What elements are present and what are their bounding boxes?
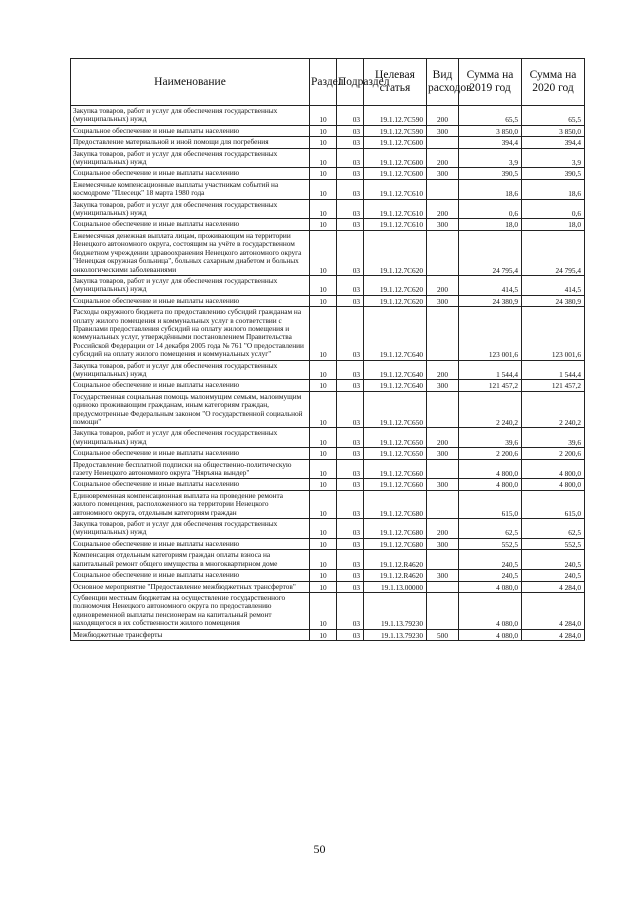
table-row <box>71 380 585 391</box>
cell-section: 10 <box>310 519 337 539</box>
cell-target: 19.1.12.7С610 <box>364 199 427 219</box>
cell-name: Ежемесячная денежная выплата лицам, проживающим на территории Ненецкого автономного округа, состоящим на учёте в государственном бюджетном учреждении здравоохранения Ненецкого автономного округа "Ненецкая окружная больница", больных сахарным диабетом и больных онкологическими заболеваниями <box>71 230 310 275</box>
cell-target: 19.1.12.7С640 <box>364 380 427 391</box>
cell-name: Закупка товаров, работ и услуг для обеспечения государственных (муниципальных) нужд <box>71 106 310 126</box>
cell-section: 10 <box>310 448 337 459</box>
cell-expense-type: 300 <box>427 448 459 459</box>
table-row <box>71 148 585 168</box>
cell-target: 19.1.12.7С680 <box>364 538 427 549</box>
cell-target: 19.1.13.00000 <box>364 581 427 592</box>
cell-sum-2019: 414,5 <box>459 275 522 295</box>
cell-sum-2020: 123 001,6 <box>522 307 585 360</box>
cell-sum-2019: 18,0 <box>459 219 522 230</box>
cell-name: Закупка товаров, работ и услуг для обеспечения государственных (муниципальных) нужд <box>71 148 310 168</box>
cell-name: Государственная социальная помощь малоимущим семьям, малоимущим одиноко проживающим гражданам, иным категориям граждан, предусмотренные Федеральным законом "О государственной социальной помощи" <box>71 391 310 428</box>
cell-target: 19.1.12.7С620 <box>364 275 427 295</box>
cell-subsection: 03 <box>337 459 364 479</box>
cell-name: Субвенции местным бюджетам на осуществление государственного полномочия Ненецкого автономного округа по предоставлению единовременной выплаты пенсионерам на капитальный ремонт находящегося в их собственности жилого помещения <box>71 592 310 629</box>
table-row <box>71 629 585 640</box>
table-row <box>71 230 585 275</box>
cell-name: Ежемесячные компенсационные выплаты участникам событий на космодроме "Плесецк" 18 марта 1980 года <box>71 179 310 199</box>
budget-table-container <box>70 58 584 641</box>
cell-target: 19.1.12.7С680 <box>364 490 427 518</box>
cell-name: Социальное обеспечение и иные выплаты населению <box>71 219 310 230</box>
cell-sum-2020: 24 795,4 <box>522 230 585 275</box>
cell-sum-2020: 24 380,9 <box>522 295 585 306</box>
cell-section: 10 <box>310 230 337 275</box>
cell-target: 19.1.12.R4620 <box>364 550 427 570</box>
cell-subsection: 03 <box>337 428 364 448</box>
table-row <box>71 592 585 629</box>
cell-section: 10 <box>310 137 337 148</box>
cell-subsection: 03 <box>337 380 364 391</box>
cell-sum-2020: 552,5 <box>522 538 585 549</box>
cell-target: 19.1.13.79230 <box>364 592 427 629</box>
table-row <box>71 137 585 148</box>
cell-section: 10 <box>310 179 337 199</box>
cell-sum-2020: 3,9 <box>522 148 585 168</box>
page-number: 50 <box>313 842 326 856</box>
cell-expense-type: 300 <box>427 295 459 306</box>
table-body <box>71 106 585 641</box>
cell-expense-type: 200 <box>427 360 459 380</box>
cell-expense-type <box>427 137 459 148</box>
cell-sum-2020: 3 850,0 <box>522 125 585 136</box>
table-row <box>71 538 585 549</box>
table-row <box>71 307 585 360</box>
cell-sum-2019: 24 380,9 <box>459 295 522 306</box>
cell-expense-type: 200 <box>427 106 459 126</box>
table-row <box>71 581 585 592</box>
cell-sum-2020: 121 457,2 <box>522 380 585 391</box>
cell-section: 10 <box>310 391 337 428</box>
cell-sum-2020: 390,5 <box>522 168 585 179</box>
cell-sum-2019: 4 800,0 <box>459 459 522 479</box>
cell-subsection: 03 <box>337 592 364 629</box>
table-row <box>71 459 585 479</box>
table-row <box>71 295 585 306</box>
cell-sum-2020: 240,5 <box>522 550 585 570</box>
table-row <box>71 479 585 490</box>
cell-expense-type: 300 <box>427 380 459 391</box>
table-row <box>71 550 585 570</box>
cell-section: 10 <box>310 479 337 490</box>
cell-sum-2019: 18,6 <box>459 179 522 199</box>
cell-expense-type: 300 <box>427 570 459 581</box>
cell-section: 10 <box>310 295 337 306</box>
cell-subsection: 03 <box>337 125 364 136</box>
cell-section: 10 <box>310 570 337 581</box>
cell-sum-2020: 2 240,2 <box>522 391 585 428</box>
cell-sum-2020: 65,5 <box>522 106 585 126</box>
cell-expense-type <box>427 581 459 592</box>
cell-sum-2019: 394,4 <box>459 137 522 148</box>
cell-section: 10 <box>310 199 337 219</box>
cell-subsection: 03 <box>337 275 364 295</box>
cell-target: 19.1.12.7С640 <box>364 360 427 380</box>
cell-sum-2019: 4 080,0 <box>459 629 522 640</box>
table-row <box>71 219 585 230</box>
cell-expense-type: 500 <box>427 629 459 640</box>
cell-section: 10 <box>310 125 337 136</box>
cell-name: Социальное обеспечение и иные выплаты населению <box>71 168 310 179</box>
cell-sum-2019: 123 001,6 <box>459 307 522 360</box>
cell-section: 10 <box>310 581 337 592</box>
cell-sum-2019: 1 544,4 <box>459 360 522 380</box>
table-row <box>71 490 585 518</box>
col-header-name: Наименование <box>71 59 310 106</box>
cell-sum-2019: 4 800,0 <box>459 479 522 490</box>
cell-sum-2020: 4 800,0 <box>522 479 585 490</box>
table-row <box>71 570 585 581</box>
cell-sum-2020: 414,5 <box>522 275 585 295</box>
cell-expense-type <box>427 490 459 518</box>
cell-section: 10 <box>310 428 337 448</box>
cell-subsection: 03 <box>337 519 364 539</box>
cell-expense-type: 300 <box>427 219 459 230</box>
cell-expense-type <box>427 592 459 629</box>
table-row <box>71 106 585 126</box>
cell-sum-2019: 552,5 <box>459 538 522 549</box>
table-row <box>71 275 585 295</box>
cell-section: 10 <box>310 307 337 360</box>
cell-target: 19.1.12.7С590 <box>364 125 427 136</box>
cell-name: Социальное обеспечение и иные выплаты населению <box>71 448 310 459</box>
cell-expense-type: 200 <box>427 148 459 168</box>
cell-expense-type <box>427 230 459 275</box>
cell-sum-2020: 62,5 <box>522 519 585 539</box>
cell-sum-2020: 240,5 <box>522 570 585 581</box>
cell-subsection: 03 <box>337 391 364 428</box>
cell-name: Предоставление бесплатной подписки на общественно-политическую газету Ненецкого автономного округа "Няръяна вындер" <box>71 459 310 479</box>
cell-subsection: 03 <box>337 148 364 168</box>
cell-subsection: 03 <box>337 230 364 275</box>
cell-expense-type: 300 <box>427 168 459 179</box>
cell-expense-type <box>427 307 459 360</box>
cell-sum-2020: 4 284,0 <box>522 592 585 629</box>
cell-section: 10 <box>310 275 337 295</box>
cell-sum-2019: 121 457,2 <box>459 380 522 391</box>
cell-name: Закупка товаров, работ и услуг для обеспечения государственных (муниципальных) нужд <box>71 199 310 219</box>
cell-name: Социальное обеспечение и иные выплаты населению <box>71 538 310 549</box>
col-header-sum-2019: Сумма на 2019 год <box>459 59 522 106</box>
cell-name: Закупка товаров, работ и услуг для обеспечения государственных (муниципальных) нужд <box>71 275 310 295</box>
cell-section: 10 <box>310 592 337 629</box>
cell-expense-type: 300 <box>427 125 459 136</box>
cell-expense-type <box>427 550 459 570</box>
cell-expense-type <box>427 179 459 199</box>
cell-sum-2020: 0,6 <box>522 199 585 219</box>
table-row <box>71 391 585 428</box>
cell-name: Социальное обеспечение и иные выплаты населению <box>71 380 310 391</box>
table-row <box>71 360 585 380</box>
cell-name: Межбюджетные трансферты <box>71 629 310 640</box>
cell-sum-2019: 240,5 <box>459 570 522 581</box>
table-row <box>71 199 585 219</box>
cell-target: 19.1.12.7С610 <box>364 179 427 199</box>
cell-name: Закупка товаров, работ и услуг для обеспечения государственных (муниципальных) нужд <box>71 428 310 448</box>
cell-sum-2019: 3 850,0 <box>459 125 522 136</box>
cell-sum-2019: 4 080,0 <box>459 581 522 592</box>
cell-target: 19.1.12.R4620 <box>364 570 427 581</box>
table-row <box>71 519 585 539</box>
cell-subsection: 03 <box>337 538 364 549</box>
cell-subsection: 03 <box>337 448 364 459</box>
cell-sum-2020: 4 284,0 <box>522 629 585 640</box>
cell-section: 10 <box>310 219 337 230</box>
cell-section: 10 <box>310 168 337 179</box>
cell-subsection: 03 <box>337 479 364 490</box>
cell-sum-2020: 1 544,4 <box>522 360 585 380</box>
cell-target: 19.1.12.7С640 <box>364 307 427 360</box>
cell-subsection: 03 <box>337 106 364 126</box>
cell-sum-2019: 615,0 <box>459 490 522 518</box>
cell-section: 10 <box>310 380 337 391</box>
cell-sum-2019: 4 080,0 <box>459 592 522 629</box>
cell-subsection: 03 <box>337 629 364 640</box>
cell-expense-type: 200 <box>427 519 459 539</box>
cell-target: 19.1.12.7С650 <box>364 428 427 448</box>
cell-sum-2019: 2 200,6 <box>459 448 522 459</box>
cell-sum-2020: 394,4 <box>522 137 585 148</box>
cell-target: 19.1.12.7С590 <box>364 106 427 126</box>
cell-target: 19.1.13.79230 <box>364 629 427 640</box>
col-header-subsection: Подраздел <box>337 59 364 106</box>
cell-sum-2020: 39,6 <box>522 428 585 448</box>
cell-subsection: 03 <box>337 490 364 518</box>
cell-expense-type: 300 <box>427 538 459 549</box>
cell-sum-2019: 3,9 <box>459 148 522 168</box>
cell-sum-2019: 390,5 <box>459 168 522 179</box>
col-header-sum-2020: Сумма на 2020 год <box>522 59 585 106</box>
cell-sum-2019: 0,6 <box>459 199 522 219</box>
table-row <box>71 428 585 448</box>
table-row <box>71 448 585 459</box>
cell-subsection: 03 <box>337 137 364 148</box>
cell-sum-2020: 4 284,0 <box>522 581 585 592</box>
cell-section: 10 <box>310 550 337 570</box>
cell-name: Основное мероприятие "Предоставление межбюджетных трансфертов" <box>71 581 310 592</box>
cell-target: 19.1.12.7С650 <box>364 448 427 459</box>
cell-section: 10 <box>310 490 337 518</box>
cell-target: 19.1.12.7С600 <box>364 148 427 168</box>
col-header-expense-type: Вид расходов <box>427 59 459 106</box>
cell-section: 10 <box>310 148 337 168</box>
cell-subsection: 03 <box>337 360 364 380</box>
cell-subsection: 03 <box>337 570 364 581</box>
cell-target: 19.1.12.7С600 <box>364 168 427 179</box>
cell-target: 19.1.12.7С680 <box>364 519 427 539</box>
cell-target: 19.1.12.7С650 <box>364 391 427 428</box>
cell-target: 19.1.12.7С600 <box>364 137 427 148</box>
cell-name: Закупка товаров, работ и услуг для обеспечения государственных (муниципальных) нужд <box>71 360 310 380</box>
cell-name: Социальное обеспечение и иные выплаты населению <box>71 479 310 490</box>
cell-sum-2020: 4 800,0 <box>522 459 585 479</box>
cell-sum-2020: 615,0 <box>522 490 585 518</box>
cell-sum-2020: 18,6 <box>522 179 585 199</box>
cell-subsection: 03 <box>337 295 364 306</box>
cell-subsection: 03 <box>337 581 364 592</box>
cell-section: 10 <box>310 459 337 479</box>
cell-sum-2019: 65,5 <box>459 106 522 126</box>
cell-name: Единовременная компенсационная выплата на проведение ремонта жилого помещения, расположенного на территории Ненецкого автономного округа, отдельным категориям граждан <box>71 490 310 518</box>
cell-section: 10 <box>310 360 337 380</box>
cell-sum-2019: 39,6 <box>459 428 522 448</box>
cell-expense-type: 300 <box>427 479 459 490</box>
table-row <box>71 179 585 199</box>
table-header <box>71 59 585 106</box>
cell-name: Закупка товаров, работ и услуг для обеспечения государственных (муниципальных) нужд <box>71 519 310 539</box>
cell-name: Предоставление материальной и иной помощи для погребения <box>71 137 310 148</box>
cell-target: 19.1.12.7С660 <box>364 459 427 479</box>
cell-expense-type <box>427 391 459 428</box>
cell-subsection: 03 <box>337 550 364 570</box>
cell-section: 10 <box>310 629 337 640</box>
cell-sum-2019: 240,5 <box>459 550 522 570</box>
cell-sum-2019: 2 240,2 <box>459 391 522 428</box>
cell-section: 10 <box>310 106 337 126</box>
cell-subsection: 03 <box>337 219 364 230</box>
cell-name: Компенсация отдельным категориям граждан оплаты взноса на капитальный ремонт общего имущества в многоквартирном доме <box>71 550 310 570</box>
cell-target: 19.1.12.7С620 <box>364 295 427 306</box>
cell-name: Социальное обеспечение и иные выплаты населению <box>71 570 310 581</box>
table-row <box>71 125 585 136</box>
cell-expense-type: 200 <box>427 428 459 448</box>
cell-expense-type: 200 <box>427 199 459 219</box>
cell-subsection: 03 <box>337 168 364 179</box>
cell-sum-2020: 2 200,6 <box>522 448 585 459</box>
cell-subsection: 03 <box>337 199 364 219</box>
cell-name: Социальное обеспечение и иные выплаты населению <box>71 125 310 136</box>
cell-section: 10 <box>310 538 337 549</box>
cell-name: Социальное обеспечение и иные выплаты населению <box>71 295 310 306</box>
cell-subsection: 03 <box>337 307 364 360</box>
budget-table <box>70 58 585 641</box>
table-row <box>71 168 585 179</box>
col-header-target: Целевая статья <box>364 59 427 106</box>
cell-expense-type <box>427 459 459 479</box>
cell-sum-2019: 24 795,4 <box>459 230 522 275</box>
cell-expense-type: 200 <box>427 275 459 295</box>
cell-sum-2020: 18,0 <box>522 219 585 230</box>
cell-target: 19.1.12.7С610 <box>364 219 427 230</box>
cell-sum-2019: 62,5 <box>459 519 522 539</box>
col-header-section: Раздел <box>310 59 337 106</box>
cell-subsection: 03 <box>337 179 364 199</box>
cell-target: 19.1.12.7С660 <box>364 479 427 490</box>
cell-target: 19.1.12.7С620 <box>364 230 427 275</box>
cell-name: Расходы окружного бюджета по предоставлению субсидий гражданам на оплату жилого помещения и коммунальных услуг в соответствии с Правилами предоставления субсидий на оплату жилого помещения и коммунальных услуг, утверждёнными постановлением Правительства Российской Федерации от 14 декабря 2005 года № 761 "О предоставлении субсидий на оплату жилого помещения и коммунальных услуг" <box>71 307 310 360</box>
